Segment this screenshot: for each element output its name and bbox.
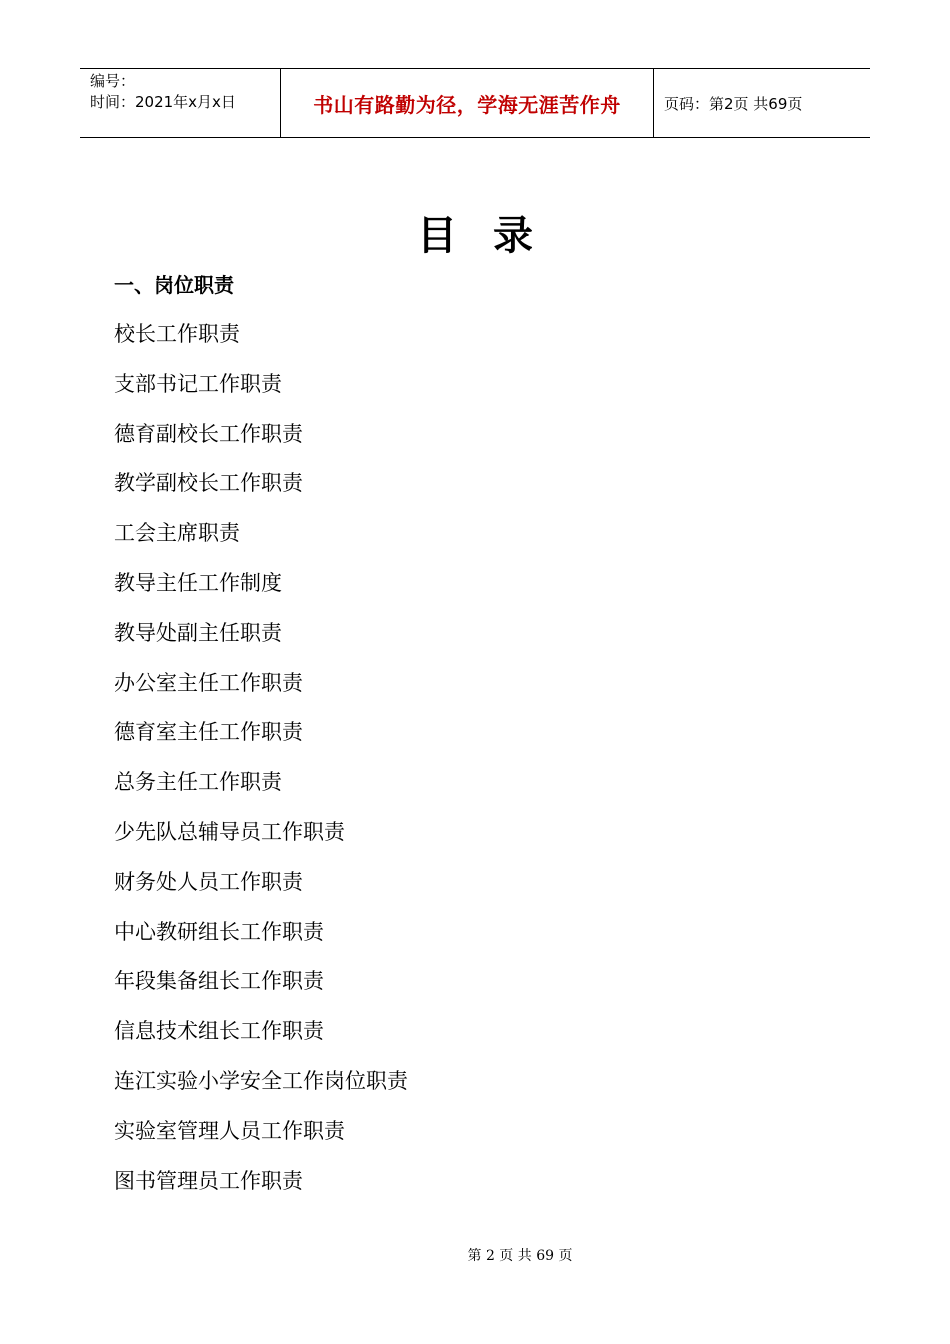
header-motto: 书山有路勤为径，学海无涯苦作舟	[313, 92, 621, 117]
toc-list	[114, 319, 408, 1215]
toc-item[interactable]: 少先队总辅导员工作职责	[114, 819, 345, 844]
toc-item[interactable]: 总务主任工作职责	[114, 770, 282, 795]
toc-item[interactable]: 教导处副主任职责	[114, 620, 282, 645]
toc-item[interactable]: 财务处人员工作职责	[114, 869, 303, 894]
toc-item[interactable]: 信息技术组长工作职责	[114, 1019, 324, 1044]
section-heading: 一、岗位职责	[114, 273, 234, 297]
toc-item[interactable]: 教学副校长工作职责	[114, 471, 303, 496]
toc-item[interactable]: 实验室管理人员工作职责	[114, 1118, 345, 1143]
document-number-label: 编号：	[90, 72, 136, 90]
toc-item[interactable]: 连江实验小学安全工作岗位职责	[114, 1068, 408, 1093]
header-info-cell	[80, 69, 281, 137]
toc-item[interactable]: 教导主任工作制度	[114, 570, 282, 595]
toc-item[interactable]: 校长工作职责	[114, 322, 240, 346]
document-date-label: 时间：2021年x月x日	[90, 93, 236, 111]
header-motto-cell	[281, 69, 654, 137]
header-page-cell	[654, 69, 870, 137]
toc-item[interactable]: 图书管理员工作职责	[114, 1168, 303, 1193]
page-header	[80, 68, 870, 138]
toc-item[interactable]: 支部书记工作职责	[114, 371, 282, 396]
toc-item[interactable]: 德育室主任工作职责	[114, 720, 303, 745]
toc-item[interactable]: 办公室主任工作职责	[114, 670, 303, 695]
page-title: 目录	[417, 212, 569, 259]
toc-item[interactable]: 工会主席职责	[114, 521, 240, 546]
toc-item[interactable]: 年段集备组长工作职责	[114, 969, 324, 994]
toc-item[interactable]: 中心教研组长工作职责	[114, 919, 324, 944]
toc-item[interactable]: 德育副校长工作职责	[114, 421, 303, 446]
page-footer: 第 2 页 共 69 页	[467, 1248, 573, 1264]
header-page-info: 页码：第2页 共69页	[664, 94, 803, 113]
